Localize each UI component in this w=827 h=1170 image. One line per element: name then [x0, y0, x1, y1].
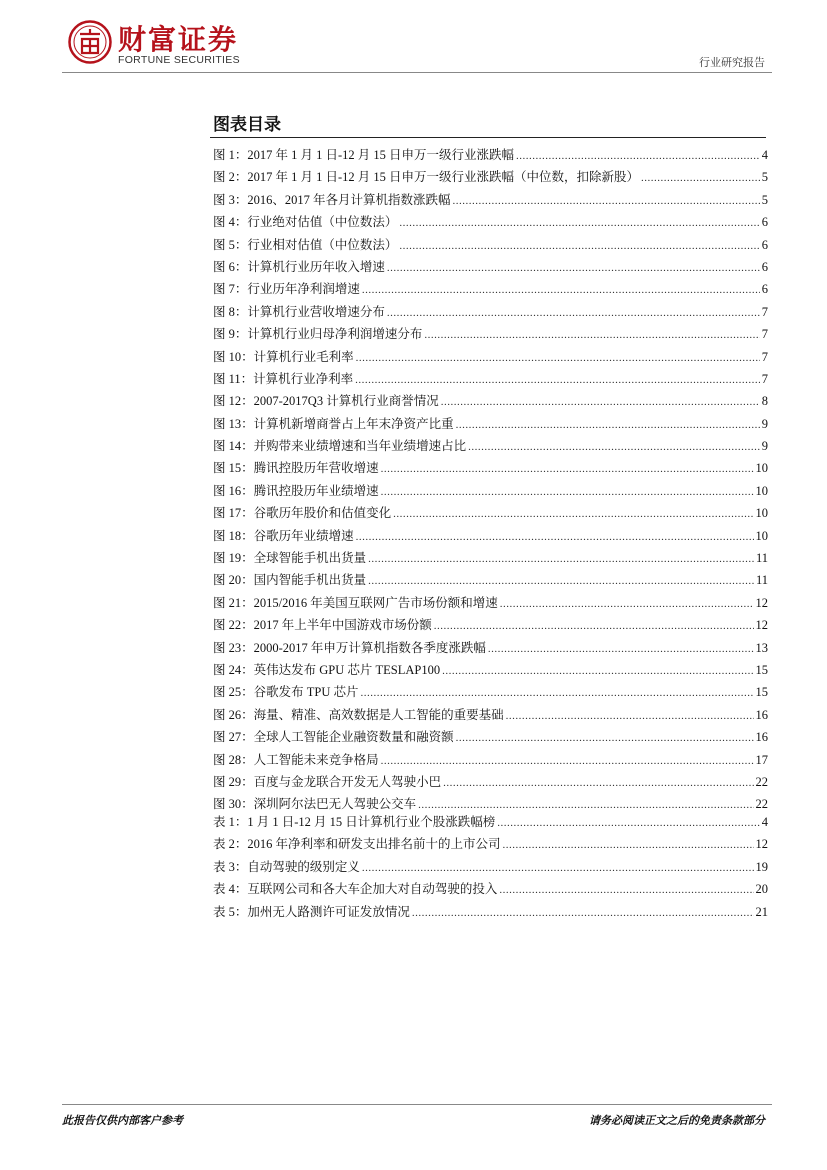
toc-entry[interactable]	[213, 592, 768, 614]
toc-entry-title: 图 3：2016、2017 年各月计算机指数涨跌幅	[213, 192, 451, 207]
toc-entry[interactable]	[213, 901, 768, 923]
toc-entry-page: 16	[755, 707, 768, 722]
toc-entry-title: 图 18：谷歌历年业绩增速	[213, 528, 354, 543]
toc-entry-title: 图 1：2017 年 1 月 1 日-12 月 15 日申万一级行业涨跌幅	[213, 148, 515, 162]
logo-english-name: FORTUNE SECURITIES	[118, 54, 240, 66]
toc-entry-page: 13	[755, 640, 768, 655]
figure-list	[213, 144, 768, 816]
toc-entry-title: 图 27：全球人工智能企业融资数量和融资额	[213, 730, 454, 745]
toc-leader-dots	[500, 593, 754, 615]
toc-entry-page: 6	[761, 237, 768, 252]
toc-entry-title: 图 22：2017 年上半年中国游戏市场份额	[213, 618, 432, 633]
toc-leader-dots	[356, 526, 754, 548]
report-type-label: 行业研究报告	[699, 56, 765, 69]
toc-entry-page: 7	[761, 349, 768, 364]
footer-disclaimer-right: 请务必阅读正文之后的免责条款部分	[589, 1114, 765, 1127]
toc-leader-dots	[497, 812, 759, 834]
toc-entry[interactable]	[213, 878, 768, 900]
toc-entry-title: 图 28：人工智能未来竞争格局	[213, 752, 379, 767]
toc-leader-dots	[434, 615, 754, 637]
toc-entry[interactable]	[213, 749, 768, 771]
toc-entry-page: 4	[761, 815, 768, 829]
toc-entry-title: 图 25：谷歌发布 TPU 芯片	[213, 685, 359, 700]
toc-entry-title: 图 17：谷歌历年股价和估值变化	[213, 506, 392, 521]
toc-entry[interactable]	[213, 166, 768, 188]
toc-entry[interactable]	[213, 457, 768, 479]
toc-entry[interactable]	[213, 502, 768, 524]
toc-leader-dots	[356, 347, 760, 369]
toc-entry-page: 16	[755, 730, 768, 745]
toc-entry[interactable]	[213, 771, 768, 793]
toc-entry[interactable]	[213, 301, 768, 323]
toc-leader-dots	[506, 705, 754, 727]
toc-entry-page: 21	[755, 904, 768, 919]
toc-entry[interactable]	[213, 637, 768, 659]
toc-entry-title: 图 14：并购带来业绩增速和当年业绩增速占比	[213, 439, 467, 454]
toc-entry-page: 12	[755, 595, 768, 610]
toc-entry-title: 图 13：计算机新增商誉占上年末净资产比重	[213, 416, 454, 431]
toc-leader-dots	[362, 857, 754, 879]
toc-leader-dots	[488, 638, 754, 660]
toc-entry[interactable]	[213, 811, 768, 833]
toc-leader-dots	[399, 235, 759, 257]
toc-leader-dots	[442, 660, 753, 682]
toc-leader-dots	[381, 750, 754, 772]
toc-entry[interactable]	[213, 413, 768, 435]
toc-entry-page: 12	[755, 618, 768, 633]
toc-entry[interactable]	[213, 211, 768, 233]
toc-entry-title: 表 5：加州无人路测许可证发放情况	[213, 904, 410, 919]
toc-leader-dots	[368, 570, 754, 592]
toc-entry[interactable]	[213, 525, 768, 547]
toc-leader-dots	[443, 772, 753, 794]
company-logo	[68, 20, 258, 70]
toc-entry-page: 22	[755, 774, 768, 789]
toc-entry-title: 图 21：2015/2016 年美国互联网广告市场份额和增速	[213, 595, 498, 610]
toc-leader-dots	[516, 145, 760, 167]
toc-entry[interactable]	[213, 726, 768, 748]
section-title: 图表目录	[213, 115, 281, 135]
toc-entry[interactable]	[213, 704, 768, 726]
toc-entry-title: 表 4：互联网公司和各大车企加大对自动驾驶的投入	[213, 882, 498, 897]
toc-entry[interactable]	[213, 614, 768, 636]
toc-leader-dots	[381, 458, 754, 480]
toc-entry-title: 图 9：计算机行业归母净利润增速分布	[213, 327, 423, 342]
toc-entry-page: 4	[761, 148, 768, 162]
toc-leader-dots	[456, 414, 760, 436]
toc-entry-page: 7	[761, 304, 768, 319]
toc-leader-dots	[503, 834, 754, 856]
toc-entry[interactable]	[213, 234, 768, 256]
toc-leader-dots	[468, 436, 760, 458]
toc-entry-page: 20	[755, 882, 768, 897]
footer-divider	[62, 1104, 772, 1105]
toc-leader-dots	[368, 548, 754, 570]
toc-entry-title: 图 15：腾讯控股历年营收增速	[213, 461, 379, 476]
toc-entry-title: 表 1：1 月 1 日-12 月 15 日计算机行业个股涨跌幅榜	[213, 815, 496, 829]
toc-entry-title: 图 2：2017 年 1 月 1 日-12 月 15 日申万一级行业涨跌幅（中位数，扣除新股）	[213, 170, 640, 185]
toc-entry-title: 图 19：全球智能手机出货量	[213, 551, 367, 566]
toc-entry-page: 19	[755, 859, 768, 874]
toc-entry[interactable]	[213, 346, 768, 368]
toc-entry-page: 6	[761, 259, 768, 274]
toc-leader-dots	[456, 727, 754, 749]
toc-entry[interactable]	[213, 144, 768, 166]
toc-leader-dots	[399, 212, 759, 234]
toc-entry[interactable]	[213, 569, 768, 591]
toc-entry[interactable]	[213, 189, 768, 211]
toc-entry-page: 7	[761, 327, 768, 342]
toc-entry[interactable]	[213, 833, 768, 855]
toc-leader-dots	[499, 879, 753, 901]
toc-entry-title: 图 30：深圳阿尔法巴无人驾驶公交车	[213, 797, 417, 812]
page-header	[0, 0, 827, 80]
toc-entry-page: 10	[755, 461, 768, 476]
toc-entry-page: 12	[755, 837, 768, 852]
footer-disclaimer-left: 此报告仅供内部客户参考	[62, 1114, 183, 1127]
toc-entry-page: 5	[761, 192, 768, 207]
toc-entry-page: 17	[755, 752, 768, 767]
toc-entry-title: 图 29：百度与金龙联合开发无人驾驶小巴	[213, 774, 442, 789]
toc-leader-dots	[412, 902, 754, 924]
toc-entry-title: 图 7：行业历年净利润增速	[213, 282, 360, 297]
toc-entry-page: 10	[755, 506, 768, 521]
toc-leader-dots	[387, 302, 760, 324]
toc-entry-page: 11	[755, 573, 768, 588]
logo-chinese-name: 财富证券	[118, 23, 239, 56]
toc-leader-dots	[441, 391, 760, 413]
toc-entry-page: 10	[755, 528, 768, 543]
toc-entry[interactable]	[213, 480, 768, 502]
toc-leader-dots	[387, 257, 760, 279]
toc-entry[interactable]	[213, 390, 768, 412]
toc-leader-dots	[362, 279, 760, 301]
toc-entry-page: 6	[761, 215, 768, 230]
toc-entry[interactable]	[213, 278, 768, 300]
toc-entry-title: 表 2：2016 年净利率和研发支出排名前十的上市公司	[213, 837, 501, 852]
toc-entry-title: 图 24：英伟达发布 GPU 芯片 TESLAP100	[213, 662, 441, 677]
toc-entry-page: 9	[761, 439, 768, 454]
table-list	[213, 811, 768, 923]
toc-entry[interactable]	[213, 659, 768, 681]
toc-entry-title: 图 11：计算机行业净利率	[213, 371, 354, 386]
toc-entry-page: 22	[755, 797, 768, 812]
toc-entry-title: 图 20：国内智能手机出货量	[213, 573, 367, 588]
toc-entry-page: 5	[761, 170, 768, 185]
header-divider	[62, 72, 772, 73]
toc-entry-page: 15	[755, 685, 768, 700]
toc-entry-title: 图 5：行业相对估值（中位数法）	[213, 237, 398, 252]
toc-entry-page: 15	[755, 662, 768, 677]
toc-entry[interactable]	[213, 547, 768, 569]
toc-entry-title: 图 26：海量、精准、高效数据是人工智能的重要基础	[213, 707, 504, 722]
toc-entry-title: 图 10：计算机行业毛利率	[213, 349, 354, 364]
toc-leader-dots	[361, 682, 754, 704]
toc-leader-dots	[453, 190, 760, 212]
title-divider	[210, 137, 766, 138]
toc-entry[interactable]	[213, 856, 768, 878]
toc-entry[interactable]	[213, 435, 768, 457]
toc-leader-dots	[355, 369, 760, 391]
toc-entry[interactable]	[213, 681, 768, 703]
fortune-seal-icon	[68, 20, 112, 64]
toc-entry-page: 7	[761, 371, 768, 386]
toc-entry[interactable]	[213, 323, 768, 345]
toc-entry-page: 8	[761, 394, 768, 409]
toc-entry-title: 图 16：腾讯控股历年业绩增速	[213, 483, 379, 498]
toc-leader-dots	[424, 324, 759, 346]
toc-entry-page: 10	[755, 483, 768, 498]
toc-entry[interactable]	[213, 256, 768, 278]
toc-entry-page: 11	[755, 551, 768, 566]
toc-entry-title: 表 3：自动驾驶的级别定义	[213, 859, 360, 874]
toc-entry-title: 图 8：计算机行业营收增速分布	[213, 304, 385, 319]
toc-entry-title: 图 12：2007-2017Q3 计算机行业商誉情况	[213, 394, 439, 409]
toc-entry-title: 图 23：2000-2017 年申万计算机指数各季度涨跌幅	[213, 640, 486, 655]
toc-leader-dots	[381, 481, 754, 503]
toc-entry-title: 图 6：计算机行业历年收入增速	[213, 259, 385, 274]
toc-entry-page: 6	[761, 282, 768, 297]
toc-entry-page: 9	[761, 416, 768, 431]
toc-leader-dots	[641, 167, 760, 189]
toc-leader-dots	[393, 503, 753, 525]
toc-entry[interactable]	[213, 368, 768, 390]
toc-entry-title: 图 4：行业绝对估值（中位数法）	[213, 215, 398, 230]
